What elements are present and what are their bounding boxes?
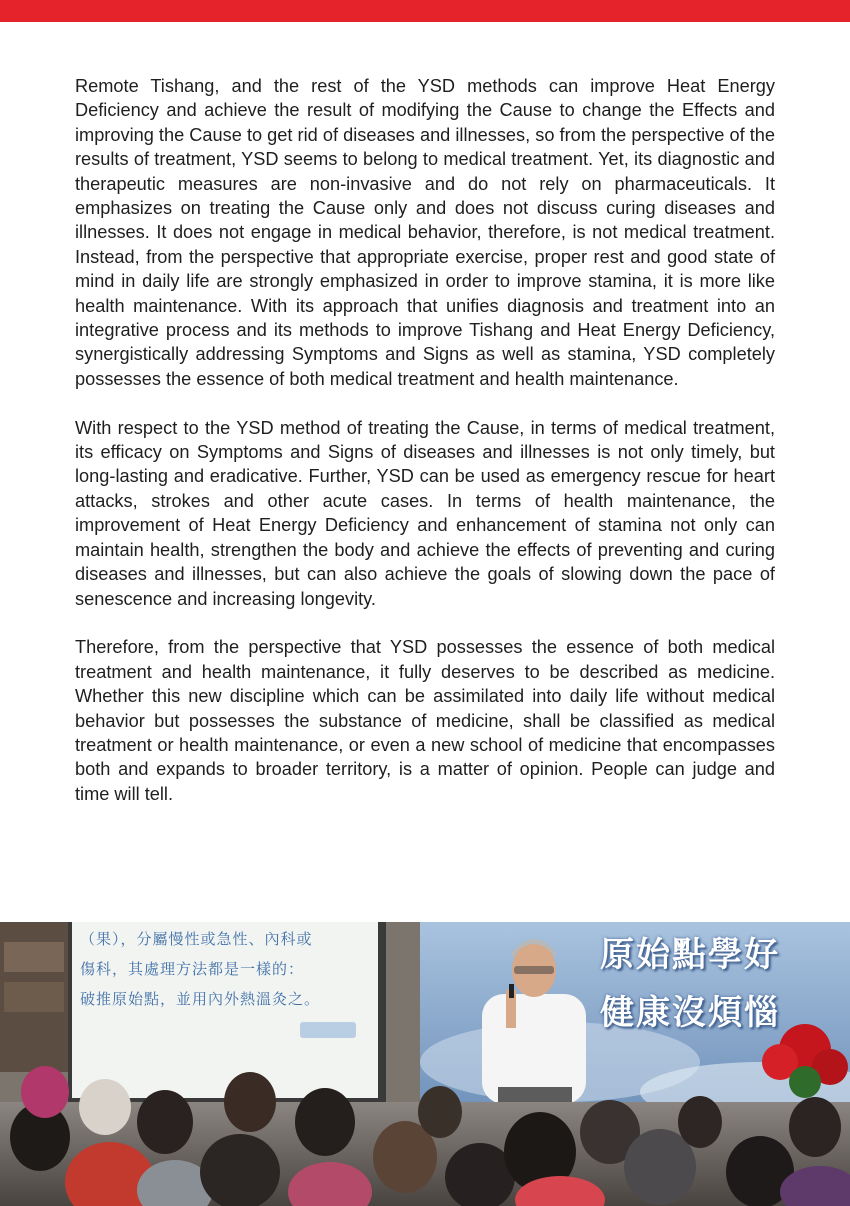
top-accent-bar (0, 0, 850, 22)
paragraph-1: Remote Tishang, and the rest of the YSD methods can improve Heat Energy Deficiency and achieve the result of modifying the Cause to change the Effects and improving the Cause to get rid of diseases and illnesses, so from the perspective of the results of treatment, YSD seems to belong to medical treatment. Yet, its diagnostic and therapeutic measures are non-invasive and do not rely on pharmaceuticals. It emphasizes on treating the Cause only and does not discuss curing diseases and illnesses. It does not engage in medical behavior, therefore, is not medical treatment. Instead, from the perspective that appropriate exercise, proper rest and good state of mind in daily life are strongly emphasized in order to improve stamina, it is more like health maintenance. With its approach that unifies diagnosis and treatment into an integrative process and its methods to improve Tishang and Heat Energy Deficiency, synergistically addressing Symptoms and Signs as well as stamina, YSD completely possesses the essence of both medical treatment and health maintenance. (75, 76, 775, 389)
article-body (75, 74, 775, 831)
lecture-photo (0, 922, 850, 1206)
paragraph-2: With respect to the YSD method of treating the Cause, in terms of medical treatment, its efficacy on Symptoms and Signs of diseases and illnesses is not only timely, but long-lasting and eradicative. Further, YSD can be used as emergency rescue for heart attacks, strokes and other acute cases. In terms of health maintenance, the improvement of Heat Energy Deficiency and enhancement of stamina not only can maintain health, strengthen the body and achieve the effects of preventing and curing diseases and illnesses, but can also achieve the goals of slowing down the pace of senescence and increasing longevity. (75, 417, 775, 609)
paragraph-3: Therefore, from the perspective that YSD possesses the essence of both medical treatment and health maintenance, it fully deserves to be described as medicine. Whether this new discipline which can be assimilated into daily life without medical behavior but possesses the substance of medicine, shall be classified as medical treatment or health maintenance, or even a new school of medicine that encompasses both and expands to broader territory, is a matter of opinion. People can judge and time will tell. (75, 637, 775, 804)
projected-slide-text: （果），分屬慢性或急性、內科或 傷科，其處理方法都是一樣的： 破推原始點，並用內外熱溫灸之。 (80, 930, 321, 1008)
banner-slogan: 原始點學好 健康沒煩惱 (600, 935, 780, 1033)
